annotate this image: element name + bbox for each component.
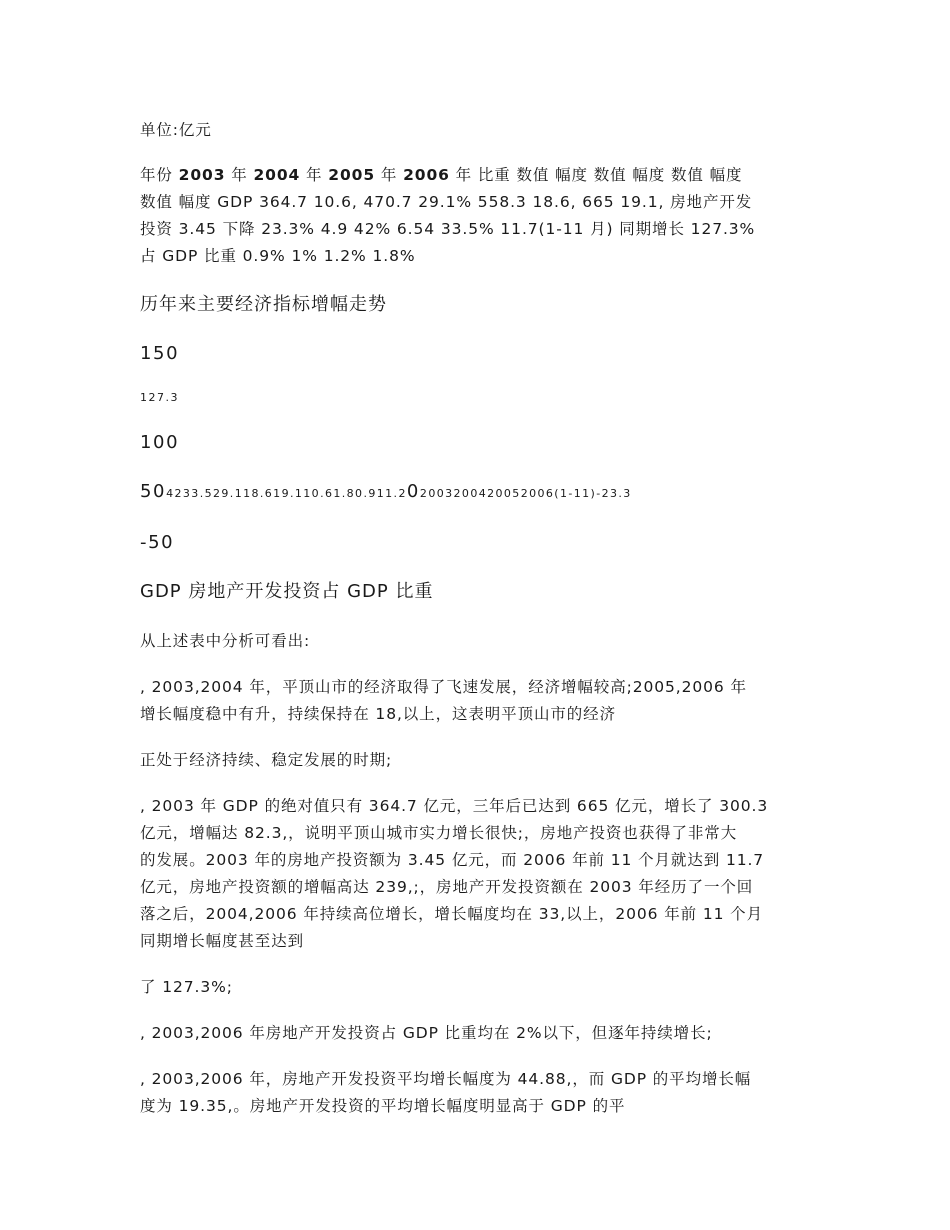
year-suffix-1: 年 [231,166,248,184]
chart-title: 历年来主要经济指标增幅走势 [140,294,387,315]
paragraph-line-9: 同期增长幅度甚至达到 [140,932,305,950]
paragraph-line-4: , 2003 年 GDP 的绝对值只有 364.7 亿元，三年后已达到 665 亿元，增长了 300.3 [140,797,769,815]
category-labels-row: 2003200420052006(1-11)-23.3 [419,487,632,500]
paragraph-line-13: 度为 19.35,。房地产开发投资的平均增长幅度明显高于 GDP 的平 [140,1097,626,1115]
year-2003: 2003 [178,166,226,184]
paragraph-line-5: 亿元，增幅达 82.3,，说明平顶山城市实力增长很快;，房地产投资也获得了非常大 [140,824,738,842]
chart-legend-line: GDP 房地产开发投资占 GDP 比重 [140,581,434,602]
paragraph-line-10: 了 127.3%; [140,978,233,996]
axis-tick-100: 100 [140,432,180,453]
paragraph-line-12: , 2003,2006 年，房地产开发投资平均增长幅度为 44.88,，而 GDP 的平均增长幅 [140,1070,752,1088]
analysis-intro: 从上述表中分析可看出: [140,632,311,650]
data-labels-row: 4233.529.118.619.110.61.80.911.2 [166,487,407,500]
paragraph-line-11: , 2003,2006 年房地产开发投资占 GDP 比重均在 2%以下，但逐年持续增长; [140,1024,713,1042]
paragraph-line-7: 亿元，房地产投资额的增幅高达 239,;，房地产开发投资额在 2003 年经历了一个回 [140,878,754,896]
paragraph-line-1: , 2003,2004 年，平顶山市的经济取得了飞速发展，经济增幅较高;2005,2006 年 [140,678,747,696]
year-suffix-4: 年 [455,166,473,184]
axis-tick-150: 150 [140,343,180,364]
year-suffix-2: 年 [306,166,323,184]
paragraph-line-6: 的发展。2003 年的房地产投资额为 3.45 亿元，而 2006 年前 11 个月就达到 11.7 [140,851,765,869]
table-line-2: 数值 幅度 GDP 364.7 10.6, 470.7 29.1% 558.3 18.6, 665 19.1, 房地产开发 [140,193,753,211]
table-line-1-rest: 比重 数值 幅度 数值 幅度 数值 幅度 [477,166,743,184]
table-line-3: 投资 3.45 下降 23.3% 4.9 42% 6.54 33.5% 11.7(1-11 月) 同期增长 127.3% [140,220,756,238]
paragraph-line-3: 正处于经济持续、稳定发展的时期; [140,751,393,769]
table-header-label: 年份 [140,166,173,184]
axis-tick-0: 0 [406,481,420,502]
unit-line: 单位:亿元 [140,121,212,139]
paragraph-line-8: 落之后，2004,2006 年持续高位增长，增长幅度均在 33,以上，2006 年前 11 个月 [140,905,763,923]
axis-tick-neg50: -50 [140,532,175,553]
table-line-4: 占 GDP 比重 0.9% 1% 1.2% 1.8% [140,247,416,265]
year-2006: 2006 [403,166,450,184]
chart-row-50 [140,482,632,504]
year-suffix-3: 年 [380,166,398,184]
year-2004: 2004 [253,166,301,184]
data-label-127-3: 127.3 [140,391,179,404]
table-line-1 [140,165,742,185]
axis-tick-50: 50 [140,481,167,502]
paragraph-line-2: 增长幅度稳中有升，持续保持在 18,以上，这表明平顶山市的经济 [140,705,616,723]
year-2005: 2005 [328,166,376,184]
